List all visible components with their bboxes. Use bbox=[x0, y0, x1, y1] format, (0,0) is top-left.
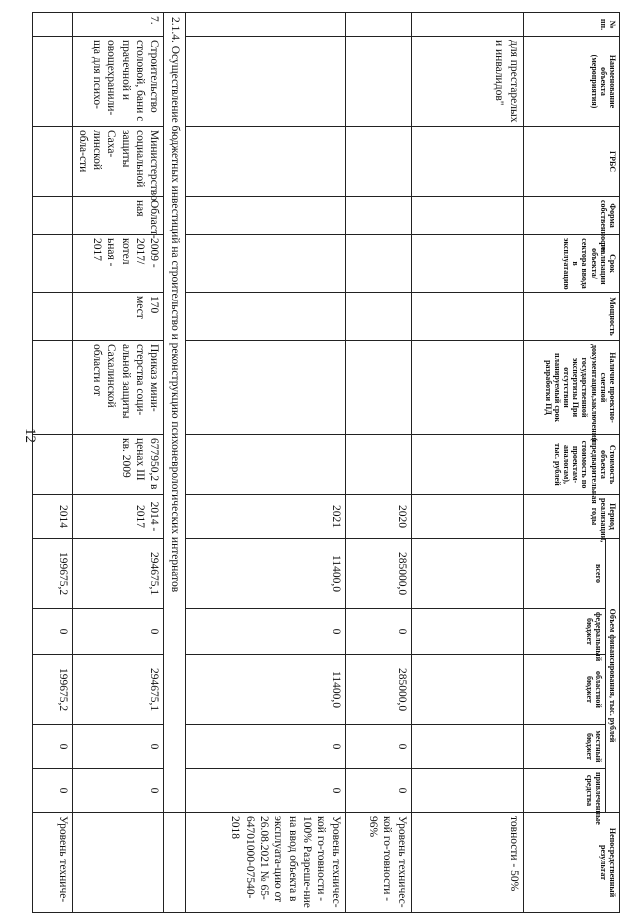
cell-docs bbox=[411, 341, 523, 435]
section-title: 2.1.4. Осуществление бюджетных инвестиций на строительство и реконструкцию психоневрологических интернатов bbox=[164, 13, 185, 813]
cell-docs bbox=[345, 341, 411, 435]
cell-result bbox=[73, 813, 164, 913]
cell-cost: 677950,2 в ценах III кв. 2009 bbox=[73, 435, 164, 495]
cell-num bbox=[185, 13, 345, 37]
cell-capacity bbox=[33, 293, 73, 341]
cell-capacity bbox=[411, 293, 523, 341]
cell-total: 294675,1 bbox=[73, 539, 164, 609]
cell-name bbox=[345, 37, 411, 127]
cell-local bbox=[411, 725, 523, 769]
cell-grbs: Министерство социальной защиты Саха-линской обла-сти bbox=[73, 127, 164, 197]
header-regional: областной бюджет bbox=[523, 655, 605, 725]
cell-name bbox=[185, 37, 345, 127]
cell-regional: 199675,2 bbox=[33, 655, 73, 725]
cell-deadline bbox=[33, 235, 73, 293]
cell-attracted: 0 bbox=[73, 769, 164, 813]
cell-cost bbox=[345, 435, 411, 495]
cell-ownership bbox=[411, 197, 523, 235]
cell-cost bbox=[33, 435, 73, 495]
cell-grbs bbox=[33, 127, 73, 197]
cell-deadline bbox=[185, 235, 345, 293]
cell-deadline: 2009 - 2017/котел ьная - 2017 bbox=[73, 235, 164, 293]
cell-federal: 0 bbox=[185, 609, 345, 655]
cell-ownership bbox=[185, 197, 345, 235]
table-row bbox=[345, 13, 411, 913]
cell-federal: 0 bbox=[33, 609, 73, 655]
rotated-table-container bbox=[57, 12, 620, 912]
cell-capacity bbox=[345, 293, 411, 341]
cell-result: Уровень техниче- bbox=[33, 813, 73, 913]
header-attracted: привлеченные средства bbox=[523, 769, 605, 813]
cell-name: Строительство столовой, бани с прачечной и овощехранили-ща для психо- bbox=[73, 37, 164, 127]
header-local: местный бюджет bbox=[523, 725, 605, 769]
header-funding: Объем финансирования, тыс. рублей bbox=[605, 539, 619, 813]
cell-federal: 0 bbox=[345, 609, 411, 655]
cell-local: 0 bbox=[185, 725, 345, 769]
cell-num bbox=[411, 13, 523, 37]
cell-ownership: Област-ная bbox=[73, 197, 164, 235]
table-row bbox=[73, 13, 164, 913]
cell-total bbox=[411, 539, 523, 609]
table-row bbox=[411, 13, 523, 913]
cell-local: 0 bbox=[345, 725, 411, 769]
cell-period: 2014 bbox=[33, 495, 73, 539]
cell-total: 285000,0 bbox=[345, 539, 411, 609]
header-federal: федеральный бюджет bbox=[523, 609, 605, 655]
header-capacity: Мощность bbox=[523, 293, 619, 341]
cell-ownership bbox=[33, 197, 73, 235]
cell-grbs bbox=[345, 127, 411, 197]
table-row bbox=[33, 13, 73, 913]
cell-num: 7. bbox=[73, 13, 164, 37]
cell-capacity: 170 мест bbox=[73, 293, 164, 341]
cell-federal: 0 bbox=[73, 609, 164, 655]
header-grbs: ГРБС bbox=[523, 127, 619, 197]
cell-empty bbox=[164, 813, 185, 913]
cell-total: 199675,2 bbox=[33, 539, 73, 609]
header-result: Непосредственный результат bbox=[523, 813, 619, 913]
cell-regional: 294675,1 bbox=[73, 655, 164, 725]
cell-local: 0 bbox=[73, 725, 164, 769]
cell-deadline bbox=[345, 235, 411, 293]
cell-cost bbox=[411, 435, 523, 495]
cell-capacity bbox=[185, 293, 345, 341]
cell-regional: 285000,0 bbox=[345, 655, 411, 725]
page-number: 12 bbox=[22, 428, 38, 443]
cell-attracted: 0 bbox=[185, 769, 345, 813]
cell-attracted: 0 bbox=[33, 769, 73, 813]
header-name: Наименование объекта (мероприятия) bbox=[523, 37, 619, 127]
cell-attracted: 0 bbox=[345, 769, 411, 813]
cell-deadline bbox=[411, 235, 523, 293]
cell-grbs bbox=[411, 127, 523, 197]
header-deadline: Срок реализации объекта/сектора ввода в эксплуатацию bbox=[523, 235, 619, 293]
header-period: Период реализации, годы bbox=[523, 495, 619, 539]
cell-num bbox=[345, 13, 411, 37]
cell-total: 11400,0 bbox=[185, 539, 345, 609]
cell-result: Уровень техничес-кой го-товности - 100% Разреше-ние на ввод объекта в эксплуата-цию от 26.08.2021 № 65-64701000-07540-2018 bbox=[185, 813, 345, 913]
cell-period bbox=[411, 495, 523, 539]
cell-ownership bbox=[345, 197, 411, 235]
cell-grbs bbox=[185, 127, 345, 197]
cell-federal bbox=[411, 609, 523, 655]
cell-regional: 11400,0 bbox=[185, 655, 345, 725]
cell-cost bbox=[185, 435, 345, 495]
cell-num bbox=[33, 13, 73, 37]
cell-docs bbox=[33, 341, 73, 435]
section-row bbox=[164, 13, 185, 913]
cell-regional bbox=[411, 655, 523, 725]
cell-period: 2020 bbox=[345, 495, 411, 539]
header-row-1 bbox=[605, 13, 619, 913]
cell-result: товности - 50% bbox=[411, 813, 523, 913]
cell-period: 2021 bbox=[185, 495, 345, 539]
cell-name bbox=[33, 37, 73, 127]
cell-attracted bbox=[411, 769, 523, 813]
cell-name: для престарелых и инвалидов" bbox=[411, 37, 523, 127]
header-num: № пп. bbox=[523, 13, 619, 37]
table-row bbox=[185, 13, 345, 913]
header-total: всего bbox=[523, 539, 605, 609]
cell-local: 0 bbox=[33, 725, 73, 769]
cell-docs: Приказ мини-стерства соци-альной защиты Сахалинской области от bbox=[73, 341, 164, 435]
header-cost: Стоимость объекта (предварительная стоимость по проектам-аналогам), тыс. рублей bbox=[523, 435, 619, 495]
cell-docs bbox=[185, 341, 345, 435]
cell-result: Уровень техничес-кой го-товности - 96% bbox=[345, 813, 411, 913]
investment-table bbox=[32, 12, 620, 913]
cell-period: 2014 - 2017 bbox=[73, 495, 164, 539]
header-ownership: Форма собственности bbox=[523, 197, 619, 235]
header-docs: Наличие проектно-сметной документации,заключения государственной экспертизы При отсутствии планируемый срок разработки ПД bbox=[523, 341, 619, 435]
